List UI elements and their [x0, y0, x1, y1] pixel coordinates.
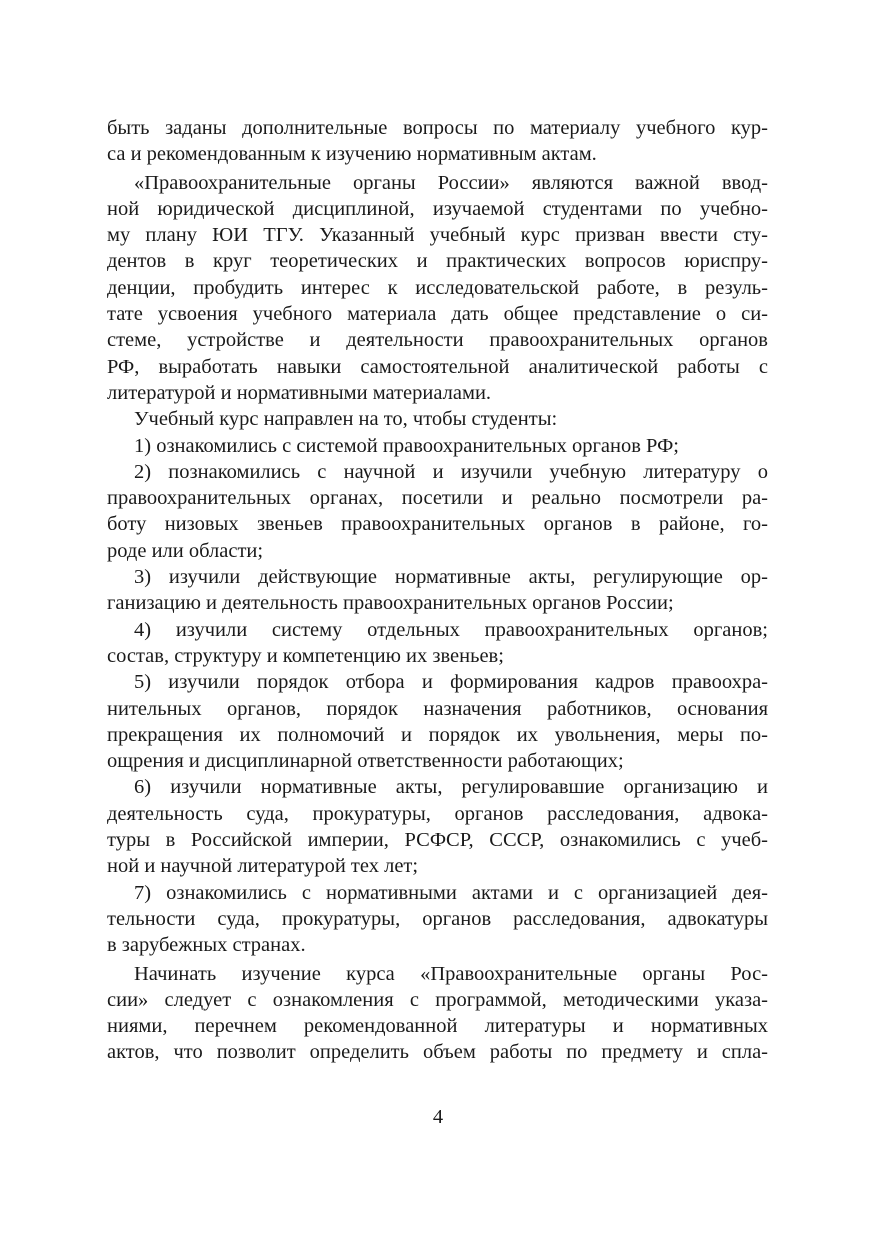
text-line: са и рекомендованным к изучению нормативным актам. [107, 143, 597, 166]
text-line: роде или области; [107, 539, 264, 562]
text-line: 1) ознакомились с системой правоохранительных органов РФ; [134, 434, 680, 457]
text-line: «Правоохранительные органы России» являются важной ввод- [134, 171, 768, 194]
text-line: состав, структуру и компетенцию их звеньев; [107, 644, 504, 667]
text-line: стеме, устройстве и деятельности правоохранительных органов [107, 329, 768, 352]
text-line: в зарубежных странах. [107, 934, 306, 957]
text-line: 4) изучили систему отдельных правоохранительных органов; [134, 618, 768, 641]
text-line: 5) изучили порядок отбора и формирования кадров правоохра- [134, 671, 768, 694]
text-line: 2) познакомились с научной и изучили учебную литературу о [134, 460, 768, 483]
text-line: Учебный курс направлен на то, чтобы студенты: [134, 408, 558, 431]
page-number: 4 [432, 1106, 444, 1128]
text-line: деятельность суда, прокуратуры, органов расследования, адвока- [107, 802, 768, 825]
text-line: тельности суда, прокуратуры, органов расследования, адвокатуры [107, 907, 768, 930]
text-line: Начинать изучение курса «Правоохранительные органы Рос- [134, 962, 768, 985]
text-line: сии» следует с ознакомления с программой, методическими указа- [107, 988, 768, 1011]
text-line: прекращения их полномочий и порядок их увольнения, меры по- [107, 723, 768, 746]
text-line: ощрения и дисциплинарной ответственности работающих; [107, 750, 624, 773]
text-line: туры в Российской империи, РСФСР, СССР, ознакомились с учеб- [107, 829, 768, 852]
text-line: быть заданы дополнительные вопросы по материалу учебного кур- [107, 117, 768, 139]
text-line: ниями, перечнем рекомендованной литературы и нормативных [107, 1015, 768, 1038]
text-line: дентов в круг теоретических и практических вопросов юриспру- [107, 250, 768, 273]
text-line: актов, что позволит определить объем работы по предмету и спла- [107, 1041, 768, 1064]
text-line: 3) изучили действующие нормативные акты, регулирующие ор- [134, 566, 768, 589]
text-line: денции, пробудить интерес к исследовательской работе, в резуль- [107, 276, 768, 299]
text-line: му плану ЮИ ТГУ. Указанный учебный курс призван ввести сту- [107, 224, 768, 247]
text-line: 6) изучили нормативные акты, регулировавшие организацию и [134, 776, 768, 799]
text-line: ной юридической дисциплиной, изучаемой студентами по учебно- [107, 197, 768, 220]
text-line: ной и научной литературой тех лет; [107, 855, 419, 878]
page-body-text [107, 115, 768, 1066]
text-line: тате усвоения учебного материала дать общее представление о си- [107, 303, 768, 326]
text-line: 7) ознакомились с нормативными актами и с организацией дея- [134, 881, 768, 904]
text-line: боту низовых звеньев правоохранительных органов в районе, го- [107, 513, 768, 536]
text-line: правоохранительных органах, посетили и реально посмотрели ра- [107, 487, 768, 510]
text-line: ганизацию и деятельность правоохранительных органов России; [107, 592, 674, 615]
text-line: РФ, выработать навыки самостоятельной аналитической работы с [107, 355, 768, 378]
text-line: нительных органов, порядок назначения работников, основания [107, 697, 768, 720]
text-line: литературой и нормативными материалами. [107, 381, 492, 404]
